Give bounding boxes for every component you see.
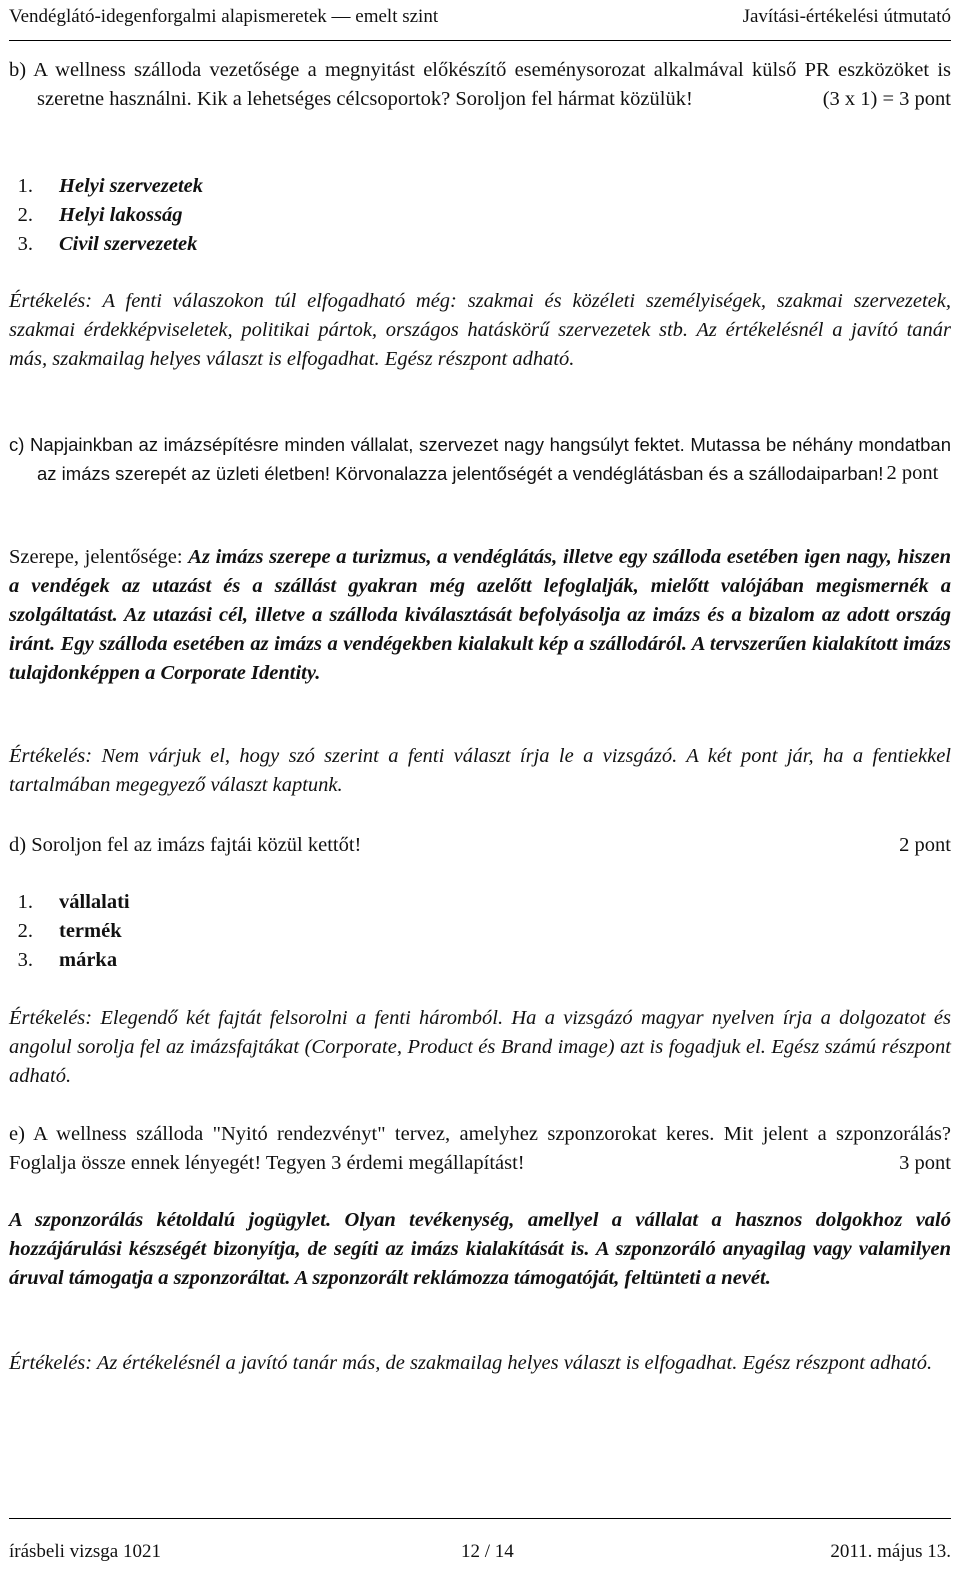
answer-c [9, 543, 951, 688]
question-b-text: b) A wellness szálloda vezetősége a megnyitást előkészítő eseménysorozat alkalmával külső PR eszközöket is szeretne használni. Kik a lehetséges célcsoportok? Soroljon fel hármat közülük! (3 x 1) = 3 pont [9, 56, 951, 114]
list-item: 3. márka [17, 949, 118, 971]
list-item: 2. Helyi lakosság [17, 204, 183, 226]
page-footer [9, 1518, 951, 1562]
list-item: 1. Helyi szervezetek [17, 175, 204, 197]
list-item: 1. vállalati [17, 891, 130, 913]
evaluation-c: Értékelés: Nem várjuk el, hogy szó szerint a fenti választ írja le a vizsgázó. A két pont jár, ha a fentiekkel tartalmában megegyező választ kaptunk. [9, 745, 951, 796]
evaluation-e: Értékelés: Az értékelésnél a javító tanár más, de szakmailag helyes választ is elfogadhat. Egész részpont adható. [9, 1352, 933, 1374]
page-header [9, 0, 951, 41]
question-e-points: 3 pont [899, 1152, 951, 1174]
evaluation-d: Értékelés: Elegendő két fajtát felsorolni a fenti háromból. Ha a vizsgázó magyar nyelven írja a dolgozatot és angolul sorolja fel az imázsfajtákat (Corporate, Product és Brand image) azt is fogadjuk el. Egész számú részpont adható. [9, 1007, 951, 1087]
question-c-points: 2 pont [886, 462, 939, 484]
answer-d-list [9, 888, 951, 975]
question-d-points: 2 pont [899, 834, 951, 856]
question-d [9, 831, 951, 860]
answer-b-list [9, 172, 951, 259]
question-b-points: (3 x 1) = 3 pont [822, 88, 951, 110]
document-page [9, 0, 951, 1595]
question-b [9, 56, 951, 114]
header-guide-label: Javítási-értékelési útmutató [742, 6, 951, 27]
answer-e: A szponzorálás kétoldalú jogügylet. Olyan tevékenység, amellyel a vállalat a hasznos dolgokhoz való hozzájárulási készségét bizonyítja, de segíti az imázs kialakítását is. A szponzoráló anyagilag vagy valamilyen áruval támogatja a szponzoráltat. A szponzorált reklámozza támogatóját, feltünteti a nevét. [9, 1209, 951, 1289]
answer-c-label: Szerepe, jelentősége: [9, 546, 183, 568]
header-title: Vendéglátó-idegenforgalmi alapismeretek — emelt szint [9, 6, 439, 27]
footer-date: 2011. május 13. [830, 1541, 951, 1562]
answer-c-text: Az imázs szerepe a turizmus, a vendéglátás, illetve egy szálloda esetében igen nagy, hiszen a vendégek az utazást és a szállást gyakran még azelőtt lefoglalják, mielőtt valójában megismernék a szolgáltatást. Az utazási cél, illetve a szálloda kiválasztását befolyásolja az imázs és a bizalom az adott ország iránt. Egy szálloda esetében az imázs a vendégekben kialakult kép a szállodáról. A tervszerűen kialakított imázs tulajdonképpen a Corporate Identity. [9, 546, 952, 684]
question-d-text: d) Soroljon fel az imázs fajtái közül kettőt! [9, 834, 362, 856]
question-c-text: c) Napjainkban az imázsépítésre minden vállalat, szervezet nagy hangsúlyt fektet. Mutassa be néhány mondatban az imázs szerepét az üzleti életben! Körvonalazza jelentőségét a vendéglátásban és a szállodaiparban! 2 pont [9, 430, 951, 488]
list-item: 2. termék [17, 920, 122, 942]
question-e-text: e) A wellness szálloda "Nyitó rendezvényt" tervez, amelyhez szponzorokat keres. Mit jelent a szponzorálás? Foglalja össze ennek lényegét! Tegyen 3 érdemi megállapítást! [9, 1123, 951, 1174]
evaluation-b: Értékelés: A fenti válaszokon túl elfogadható még: szakmai és közéleti személyiségek, szakmai szervezetek, szakmai érdekképviseletek, politikai pártok, országos hatáskörű szervezetek stb. Az értékelésnél a javító tanár más, szakmailag helyes választ is elfogadhat. Egész részpont adható. [9, 290, 951, 370]
footer-exam-code: írásbeli vizsga 1021 [9, 1541, 161, 1562]
question-c [9, 430, 951, 488]
question-e [9, 1120, 951, 1178]
list-item: 3. Civil szervezetek [17, 233, 198, 255]
footer-page-number: 12 / 14 [461, 1541, 514, 1562]
